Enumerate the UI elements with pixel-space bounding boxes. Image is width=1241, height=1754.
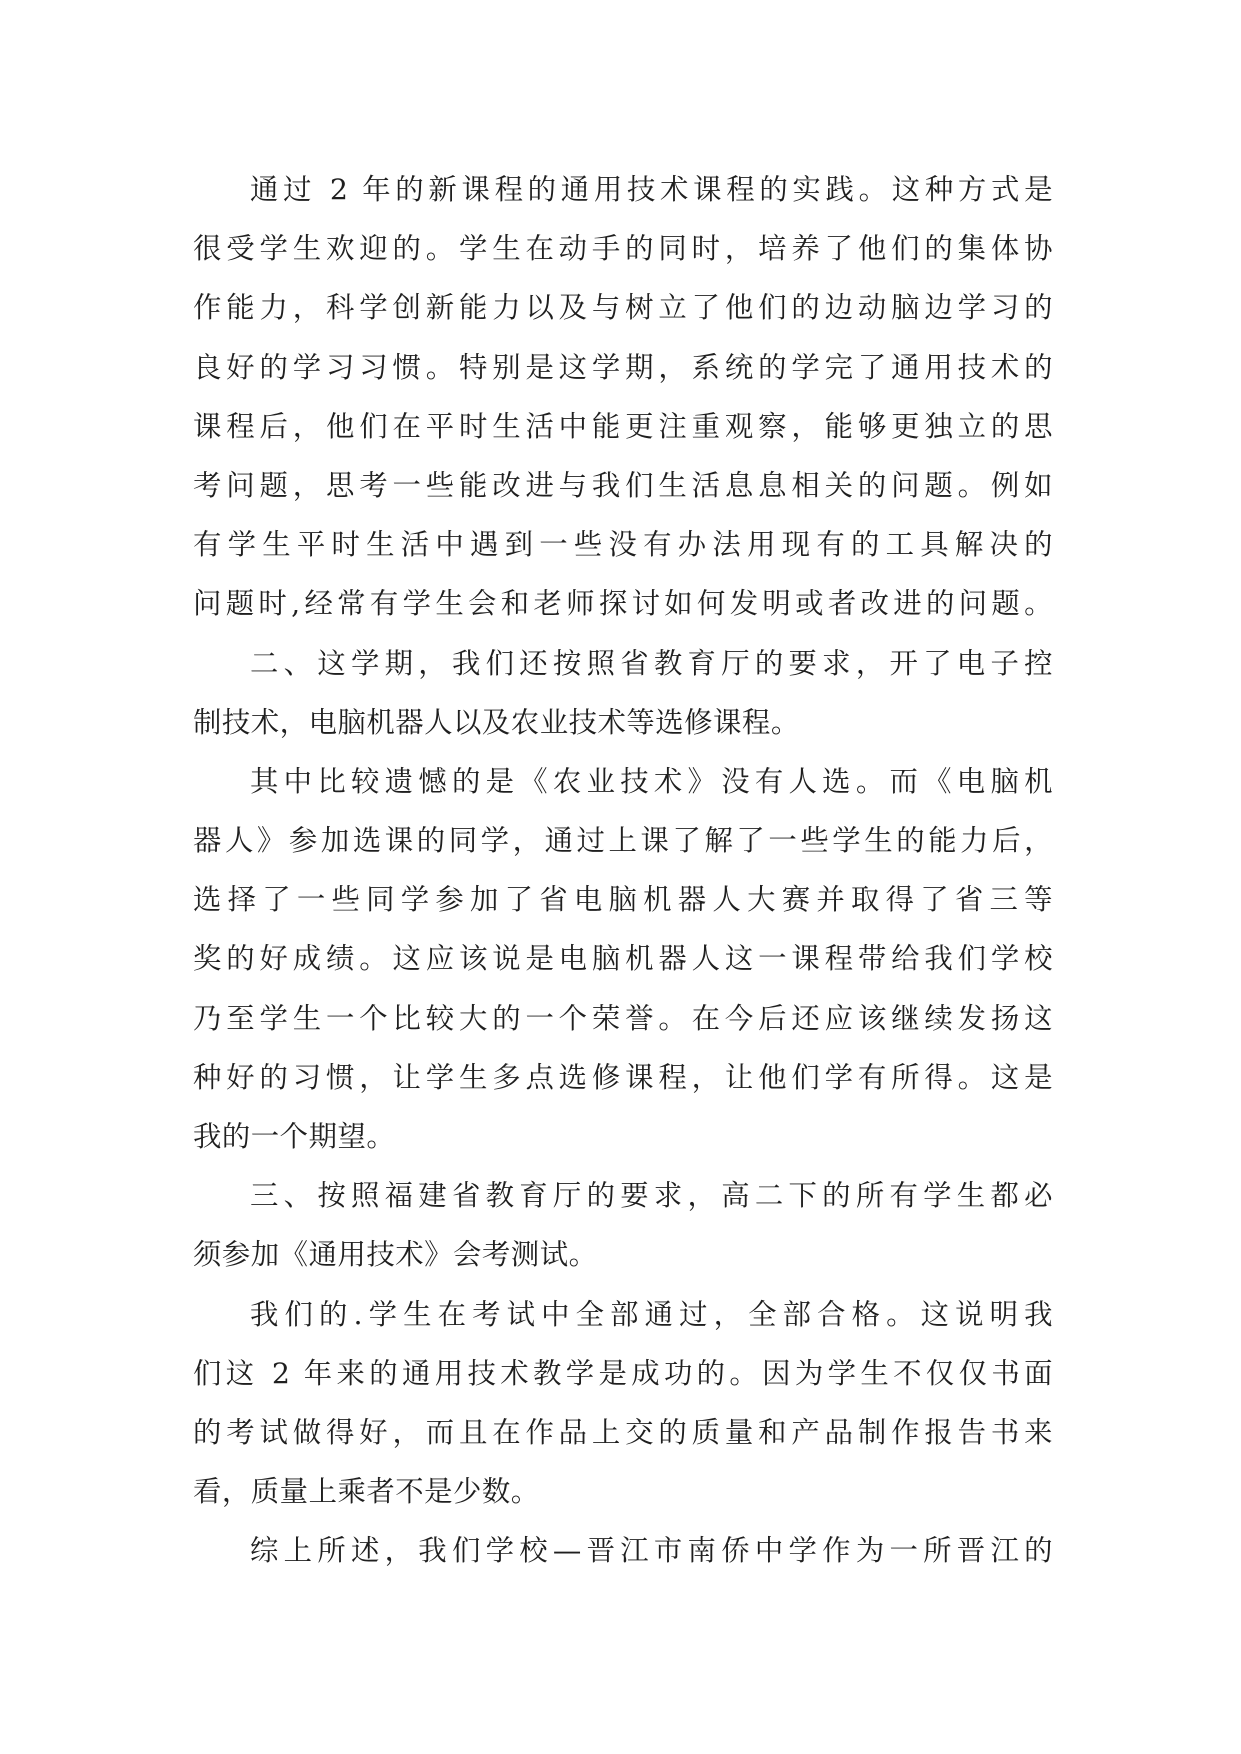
text-line: 我的一个期望。: [193, 1120, 396, 1153]
text-line: 有学生平时生活中遇到一些没有办法用现有的工具解决的: [193, 528, 1053, 562]
text-line: 的考试做得好，而且在作品上交的质量和产品制作报告书来: [193, 1415, 1053, 1449]
text-line: 问题时,经常有学生会和老师探讨如何发明或者改进的问题。: [193, 587, 1053, 621]
text-line: 良好的学习习惯。特别是这学期，系统的学完了通用技术的: [193, 350, 1053, 384]
text-line: 看，质量上乘者不是少数。: [193, 1475, 540, 1509]
text-line: 综上所述，我们学校—晋江市南侨中学作为一所晋江的: [250, 1534, 1053, 1568]
text-line: 通过 2 年的新课程的通用技术课程的实践。这种方式是: [250, 173, 1053, 206]
text-line: 选择了一些同学参加了省电脑机器人大赛并取得了省三等: [193, 883, 1053, 917]
document-body: [193, 160, 1053, 1581]
text-line: 我们的.学生在考试中全部通过，全部合格。这说明我: [250, 1297, 1053, 1331]
text-line: 奖的好成绩。这应该说是电脑机器人这一课程带给我们学校: [193, 942, 1053, 976]
text-line: 种好的习惯，让学生多点选修课程，让他们学有所得。这是: [193, 1060, 1053, 1094]
text-line: 器人》参加选课的同学，通过上课了解了一些学生的能力后，: [193, 824, 1053, 858]
text-line: 作能力，科学创新能力以及与树立了他们的边动脑边学习的: [193, 291, 1053, 325]
text-line: 很受学生欢迎的。学生在动手的同时，培养了他们的集体协: [193, 232, 1053, 266]
text-line: 其中比较遗憾的是《农业技术》没有人选。而《电脑机: [250, 764, 1053, 798]
text-line: 乃至学生一个比较大的一个荣誉。在今后还应该继续发扬这: [193, 1001, 1053, 1035]
text-line: 须参加《通用技术》会考测试。: [193, 1238, 598, 1272]
text-line: 制技术，电脑机器人以及农业技术等选修课程。: [193, 705, 800, 739]
text-line: 们这 2 年来的通用技术教学是成功的。因为学生不仅仅书面: [193, 1356, 1053, 1390]
text-line: 考问题，思考一些能改进与我们生活息息相关的问题。例如: [193, 468, 1053, 502]
text-line: 三、按照福建省教育厅的要求，高二下的所有学生都必: [250, 1179, 1053, 1213]
text-line: 二、这学期，我们还按照省教育厅的要求，开了电子控: [250, 646, 1053, 680]
text-line: 课程后，他们在平时生活中能更注重观察，能够更独立的思: [193, 409, 1053, 443]
